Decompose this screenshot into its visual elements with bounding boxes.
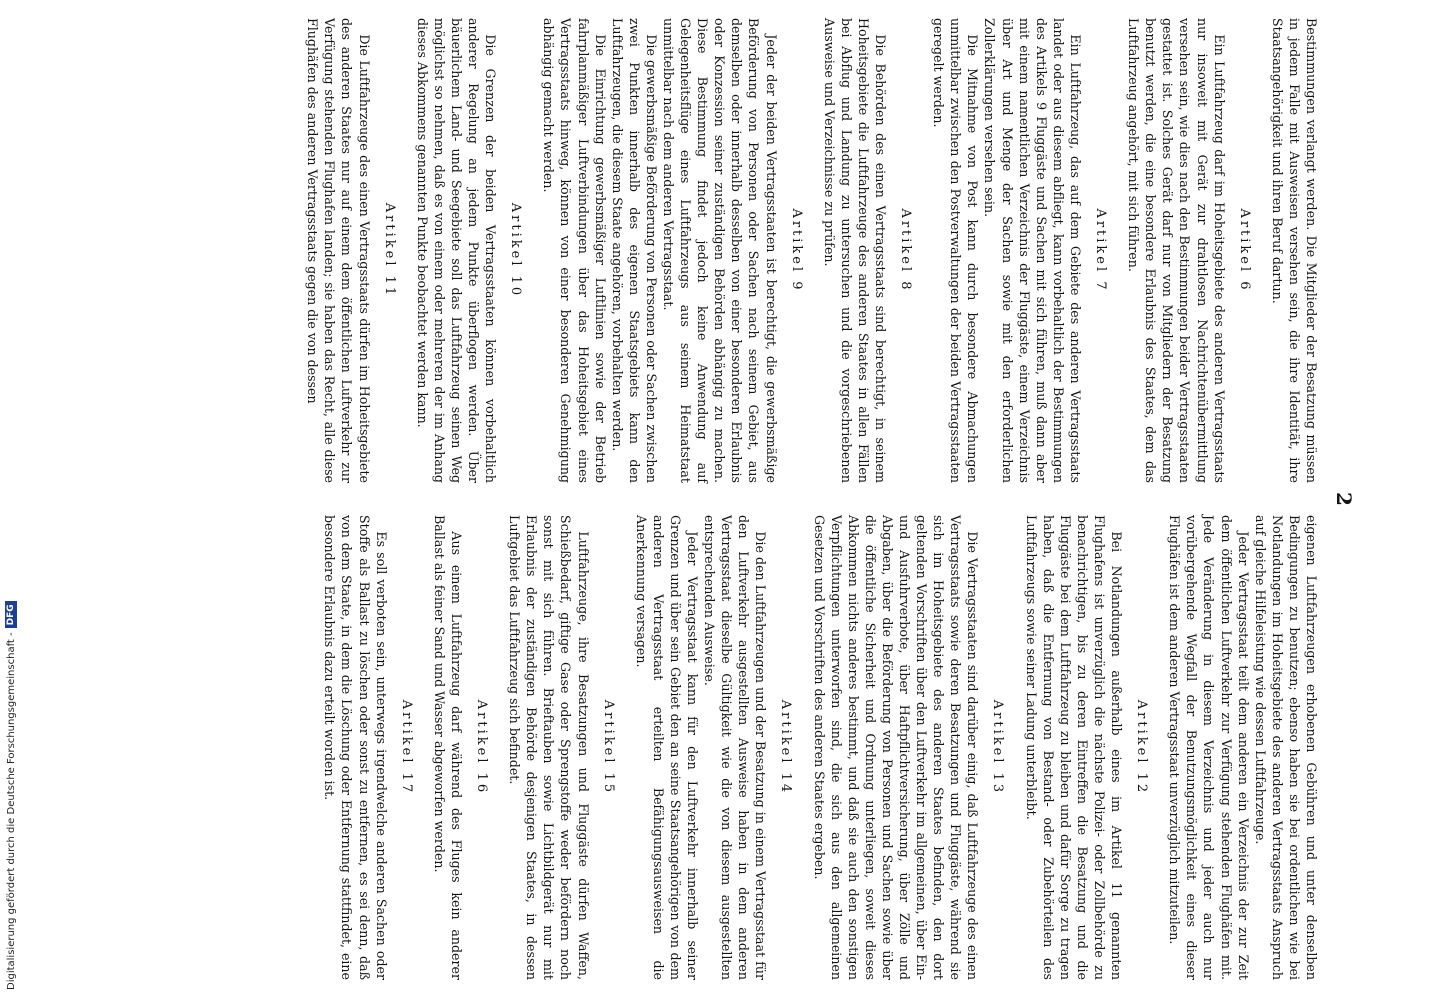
paragraph: Jeder der beiden Vertragsstaaten ist berechtigt, die gewerbsmäßige Beförderung von Personen oder Sachen nach seinem Gebiet, aus demselben oder innerhalb desselben von einer besonderen Erlaubnis oder Konzession seiner zuständigen Behörden abhängig zu machen. Diese Bestimmung findet jedoch keine Anwendung auf Gelegenheitsflüge eines Luftfahrzeugs aus seinem Heimatstaat unmittelbar nach dem anderen Vertragsstaat. xyxy=(661,18,779,483)
article-heading: Artikel 11 xyxy=(381,202,397,299)
funding-footer xyxy=(0,0,22,996)
funding-footer-text: Digitalisierung gefördert durch die Deutsche Forschungsgemeinschaft - xyxy=(5,632,17,990)
paragraph: Die den Luftfahrzeugen und der Besatzung in einem Vertragsstaat für den Luftverkehr ausgestellten Ausweise haben in dem anderen Vertragsstaat dieselbe Gültigkeit wie die von diesem ausgestellten entsprechenden Ausweise. xyxy=(702,515,769,980)
left-text-column xyxy=(304,18,1320,483)
paragraph: eigenen Luftfahrzeugen erhobenen Gebühren und unter denselben Bedingungen zu benutzen; ebenso haben sie bei ordentlichen wie bei Notlandungen im Hoheitsgebiete des anderen Vertragsstaats Anspruch auf gleiche Hilfeleistung wie dessen Luftfahrzeuge. xyxy=(1252,515,1319,980)
paragraph: Ein Luftfahrzeug, das auf dem Gebiete des anderen Vertragsstaats landet oder aus diesem abfliegt, kann vorbehaltlich der Bestimmungen des Artikels 9 Fluggäste und Sachen mit sich führen, muß dann aber mit einem namentlichen Verzeichnis der Fluggäste, einem Verzeichnis über Art und Menge der Sachen sowie mit den erforderlichen Zollerklärungen versehen sein. xyxy=(982,18,1083,483)
article-heading: Artikel 17 xyxy=(398,699,414,796)
paragraph: Jeder Vertragsstaat teilt dem anderen ein Verzeichnis der zur Zeit dem öffentlichen Luftverkehr zur Verfügung stehenden Flughäfen mit. Jede Veränderung in diesem Verzeichnis und jeder auch nur vorübergehende Wegfall der Benutzungsmöglichkeit eines dieser Flughäfen ist dem anderen Vertragsstaat unverzüglich mitzuteilen. xyxy=(1167,515,1251,980)
article-heading: Artikel 7 xyxy=(1093,208,1109,293)
article-heading: Artikel 13 xyxy=(990,699,1006,796)
page-number: 2 xyxy=(1332,492,1356,508)
article-heading: Artikel 12 xyxy=(1134,699,1150,796)
article-heading: Artikel 6 xyxy=(1236,208,1252,293)
paragraph: Die Behörden des einen Vertragsstaats sind berechtigt, in seinem Hoheitsgebiete die Luftfahrzeuge des anderen Staates in allen Fällen bei Abflug und Landung zu untersuchen und die vorgeschriebenen Ausweise und Verzeichnisse zu prüfen. xyxy=(821,18,889,483)
paragraph: Luftfahrzeuge, ihre Besatzungen und Fluggäste dürfen Waffen, Schießbedarf, giftige Gase oder Sprengstoffe weder befördern noch sonst mit sich führen. Brieftauben sowie Lichtbildgerät nur mit Erlaubnis der zuständigen Behörde desjenigen Staates, in dessen Luftgebiet das Luftfahrzeug sich befindet. xyxy=(507,515,591,980)
paragraph: Die Grenzen der beiden Vertragsstaaten können vorbehaltlich anderer Regelung an jedem Punkte überflogen werden. Über bäuerlichem Land- und Seegebiete soll das Luftfahrzeug seinen Weg möglichst so nehmen, daß es von einem oder mehreren der im Anhang dieses Abkommens genannten Punkte beobachtet werden kann. xyxy=(414,18,499,483)
paragraph: Jeder Vertragsstaat kann für den Luftverkehr innerhalb seiner Grenzen und über sein Gebiet den an seine Staatsangehörigen von dem anderen Vertragsstaat erteilten Befähigungsausweisen die Anerkennung versagen. xyxy=(633,515,700,980)
paragraph: Bestimmungen verlangt werden. Die Mitglieder der Besatzung müssen in jedem Falle mit Ausweisen versehen sein, die ihre Identität, ihre Staatsangehörigkeit und ihren Beruf dartun. xyxy=(1269,18,1319,483)
article-heading: Artikel 15 xyxy=(600,699,616,796)
article-heading: Artikel 9 xyxy=(788,208,804,293)
paragraph: Die Luftfahrzeuge des einen Vertragsstaats dürfen im Hoheitsgebiete des anderen Staates nur auf einem dem öffentlichen Luftverkehr zur Verfügung stehenden Flughafen landen; sie haben das Recht, alle diese Flughäfen des anderen Vertragsstaats gegen die von dessen xyxy=(305,18,372,483)
paragraph: Ein Luftfahrzeug darf im Hoheitsgebiete des anderen Vertragsstaats nur insoweit mit Gerät zur drahtlosen Nachrichtenübermittlung versehen sein, wie dies nach den Bestimmungen beider Vertragsstaaten gestattet ist. Solches Gerät darf nur von Mitgliedern der Besatzung benutzt werden, die eine besondere Erlaubnis des Staates, dem das Luftfahrzeug angehört, mit sich führen. xyxy=(1126,18,1227,483)
right-text-column xyxy=(321,515,1320,980)
article-heading: Artikel 16 xyxy=(474,699,490,796)
paragraph: Die Mitnahme von Post kann durch besondere Abmachungen unmittelbar zwischen den Postverwaltungen der beiden Vertragsstaaten geregelt werden. xyxy=(931,18,981,483)
paragraph: Aus einem Luftfahrzeug darf während des Fluges kein anderer Ballast als feiner Sand und Wasser abgeworfen werden. xyxy=(431,515,464,980)
rotated-document-page xyxy=(104,0,1364,1000)
article-heading: Artikel 8 xyxy=(898,208,914,293)
dfg-logo: DFG xyxy=(5,601,17,628)
paragraph: Die gewerbsmäßige Beförderung von Personen oder Sachen zwischen zwei Punkten innerhalb des eigenen Staatsgebiets kann den Luftfahrzeugen, die diesem Staate angehören, vorbehalten werden. xyxy=(609,18,659,483)
paragraph: Bei Notlandungen außerhalb eines im Artikel 11 genannten Flughafens ist unverzüglich die nächste Polizei- oder Zollbehörde zu benachrichtigen, bis zu deren Eintreffen die Besatzung und die Fluggäste bei dem Luftfahrzeug zu bleiben und dafür Sorge zu tragen haben, daß die Entfernung von Bestand- oder Zubehörteilen des Luftfahrzeugs sowie seiner Ladung unterbleibt. xyxy=(1023,515,1125,980)
paragraph: Die Einrichtung gewerbsmäßiger Luftlinien sowie der Betrieb fahrplanmäßiger Luftverbindungen über das Hoheitsgebiet eines Vertragsstaats hinweg, können von einer besonderen Genehmigung abhängig gemacht werden. xyxy=(541,18,608,483)
paragraph: Die Vertragsstaaten sind darüber einig, daß Luftfahrzeuge des einen Vertragsstaats sowie deren Besatzungen und Fluggäste, während sie sich im Hoheitsgebiete des anderen Staates befinden, den dort geltenden Vorschriften über den Luftverkehr im allgemeinen, über Ein- und Ausfuhrverbote, über Haftpflichtversicherung, über Zölle und Abgaben, über die Beförderung von Personen und Sachen sowie über die öffentliche Sicherheit und Ordnung unterliegen, soweit dieses Abkommen nichts anderes bestimmt, und daß sie auch den sonstigen Verpflichtungen unterworfen sind, die sich aus den allgemeinen Gesetzen und Vorschriften des anderen Staates ergeben. xyxy=(811,515,981,980)
paragraph: Es soll verboten sein, unterwegs irgendwelche anderen Sachen oder Stoffe als Ballast zu löschen oder sonst zu entfernen, es sei denn, daß von dem Staate, in dem die Löschung oder Entfernung stattfindet, eine besondere Erlaubnis dazu erteilt worden ist. xyxy=(322,515,389,980)
article-heading: Artikel 10 xyxy=(508,202,524,299)
article-heading: Artikel 14 xyxy=(778,699,794,796)
